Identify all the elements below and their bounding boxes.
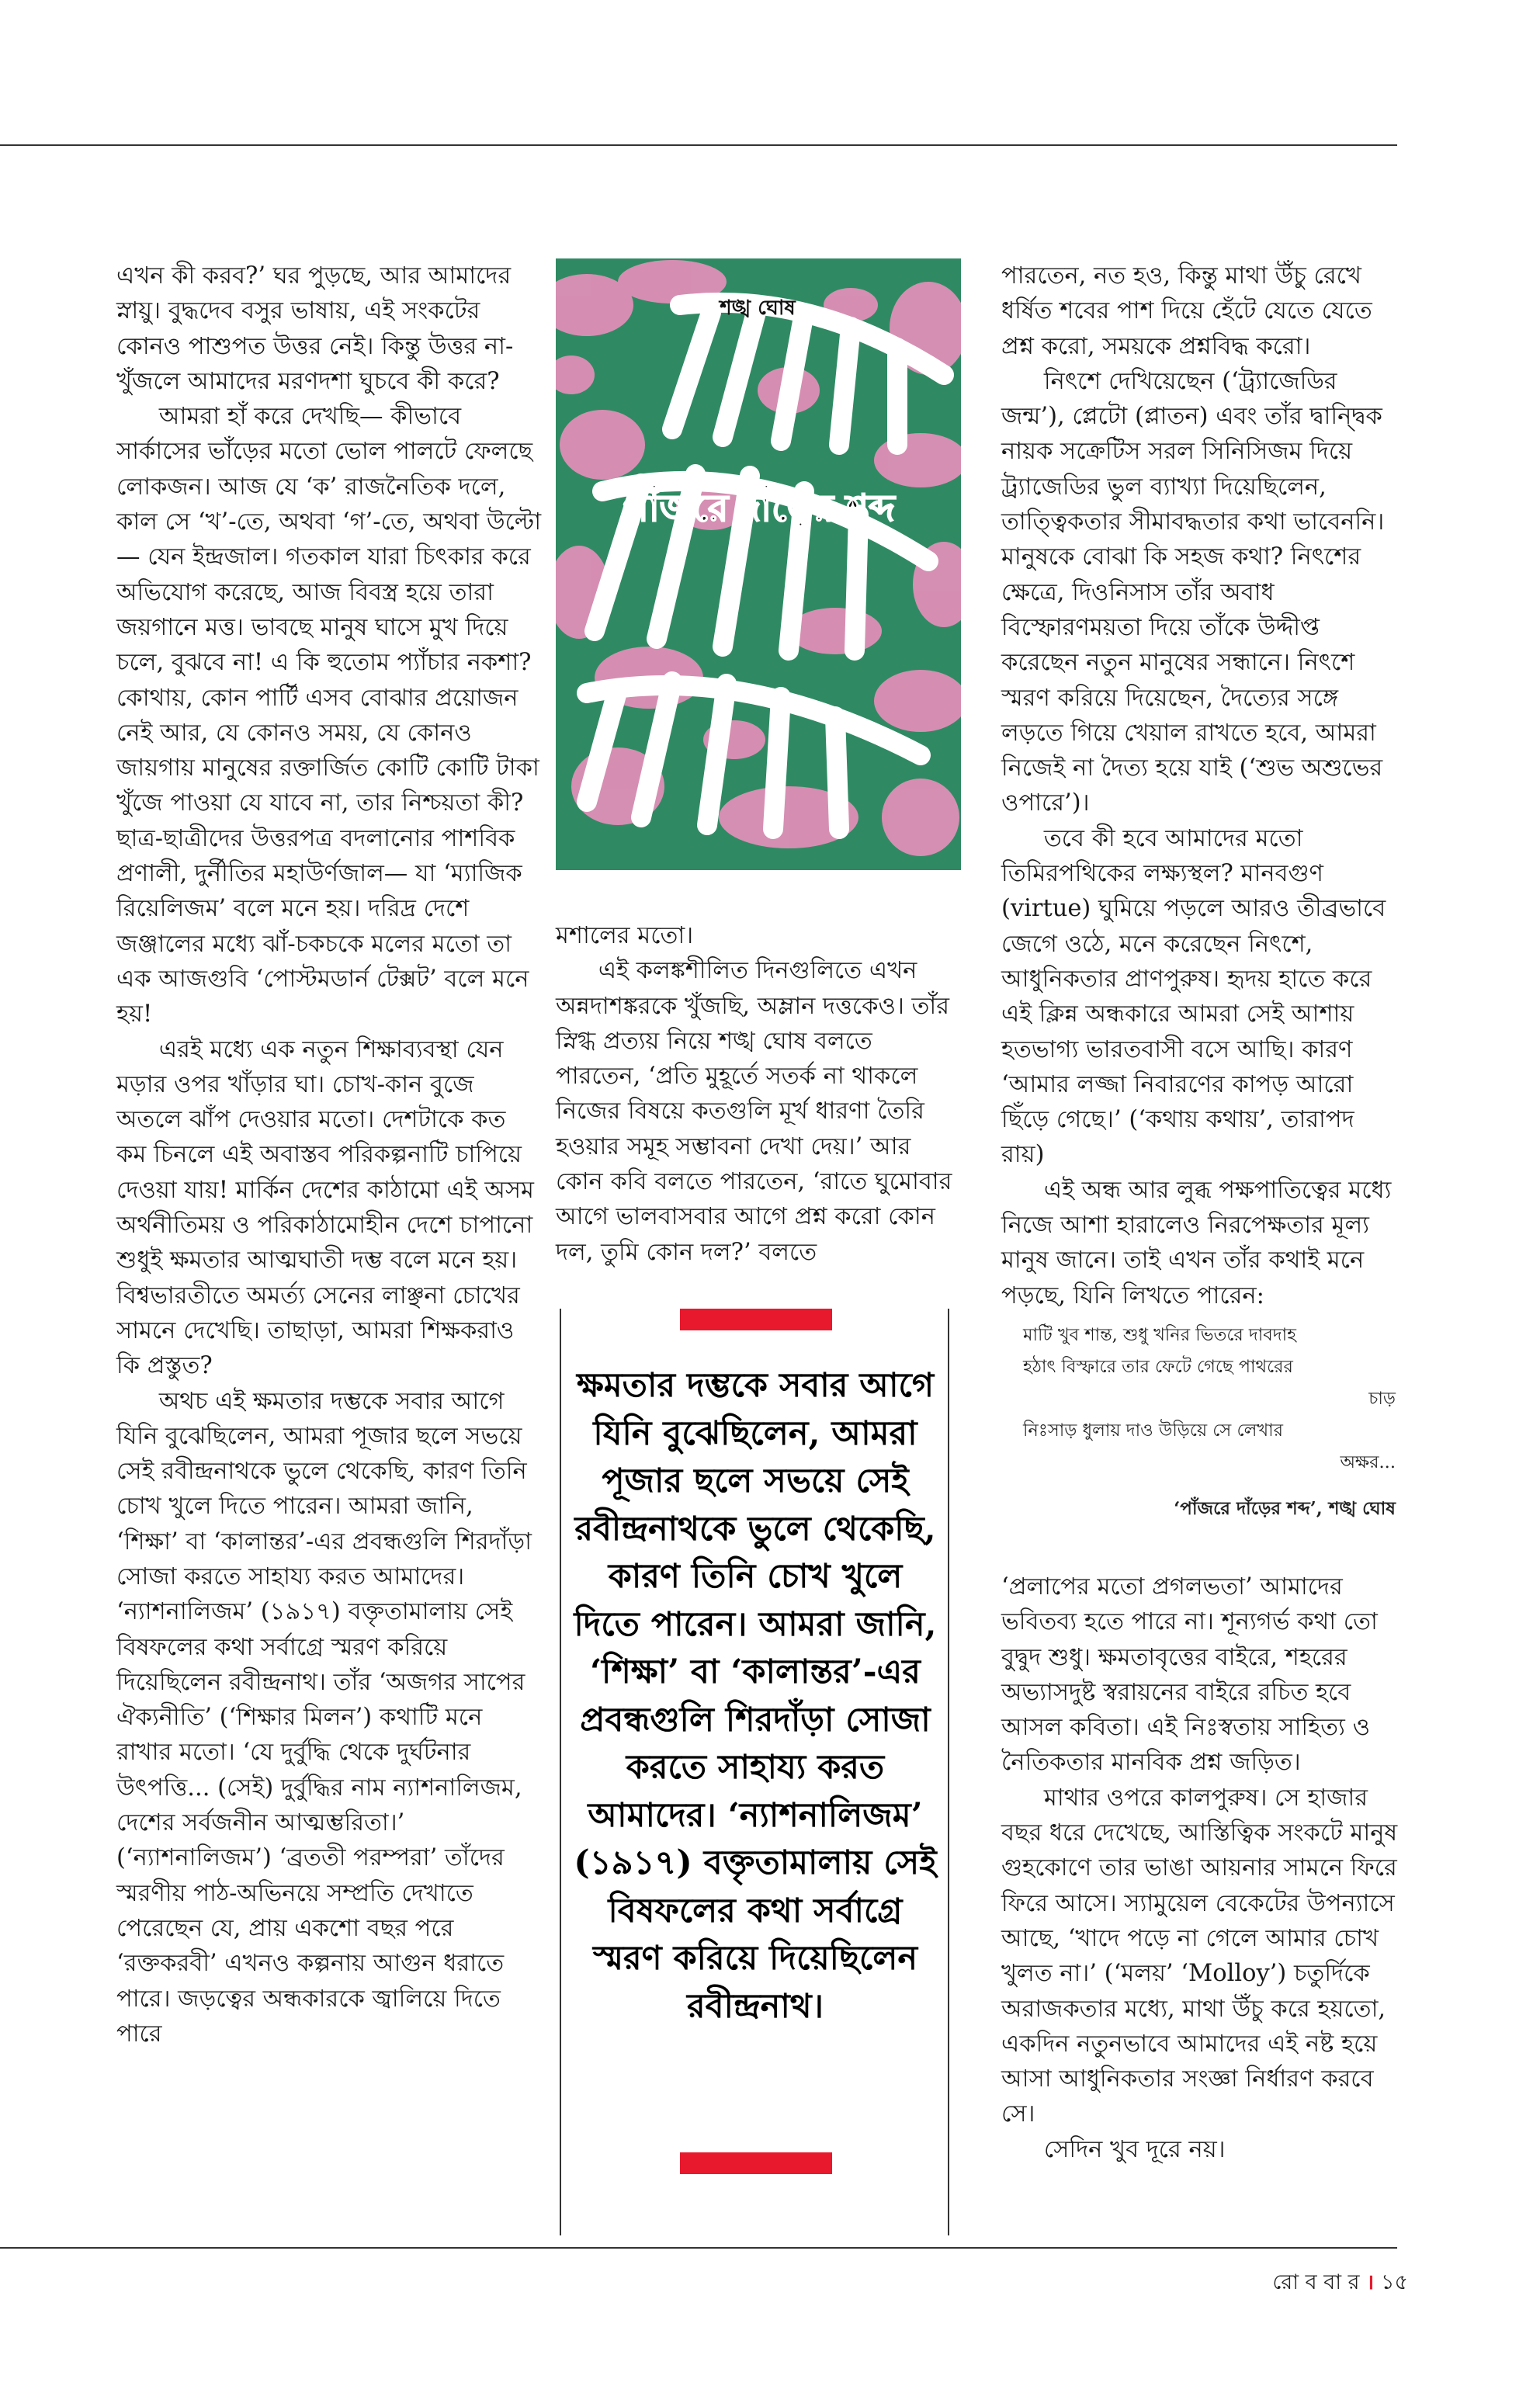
column-3-continued <box>1001 1569 1399 2167</box>
poem-citation: ‘পাঁজরে দাঁড়ের শব্দ’, শঙ্খ ঘোষ <box>1174 1498 1396 1519</box>
paragraph: এই কলঙ্কশীলিত দিনগুলিতে এখন অন্নদাশঙ্করকে খুঁজছি, অম্লান দত্তকেও। তাঁর স্নিগ্ধ প্রত্যয় নিয়ে শঙ্খ ঘোষ বলতে পারতেন, ‘প্রতি মুহূর্তে সতর্ক না থাকলে নিজের বিষয়ে কতগুলি মূর্খ ধারণা তৈরি হওয়ার সমূহ সম্ভাবনা দেখা দেয়।’ আর কোন কবি বলতে পারতেন, ‘রাতে ঘুমোবার আগে ভালবাসবার আগে প্রশ্ন করো কোন দল, তুমি কোন দল?’ বলতে <box>556 957 952 1266</box>
column-1 <box>116 258 542 2051</box>
cover-author: শঙ্খ ঘোষ <box>720 297 796 320</box>
book-cover-image <box>556 258 961 870</box>
column-3 <box>1001 258 1399 1313</box>
book-cover-art <box>556 258 961 870</box>
pull-quote: ক্ষমতার দম্ভকে সবার আগে যিনি বুঝেছিলেন, আমরা পূজার ছলে সভয়ে সেই রবীন্দ্রনাথকে ভুলে থেকেছি, কারণ তিনি চোখ খুলে দিতে পারেন। আমরা জানি, ‘শিক্ষা’ বা ‘কালান্তর’-এর প্রবন্ধগুলি শিরদাঁড়া সোজা করতে সাহায্য করত আমাদের। ‘ন্যাশনালিজম’ (১৯১৭) বক্তৃতামালায় সেই বিষফলের কথা সর্বাগ্রে স্মরণ করিয়ে দিয়েছিলেন রবীন্দ্রনাথ। <box>574 1366 937 2026</box>
footer-separator: । <box>1366 2270 1375 2294</box>
bottom-rule <box>0 2247 1397 2249</box>
pullquote-top-accent-bar <box>680 1309 832 1330</box>
paragraph: সেদিন খুব দূরে নয়। <box>1043 2135 1226 2163</box>
paragraph: এখন কী করব?’ ঘর পুড়ছে, আর আমাদের স্নায়ু। বুদ্ধদেব বসুর ভাষায়, এই সংকটের কোনও পাশুপত উত্তর নেই। কিন্তু উত্তর না-খুঁজলে আমাদের মরণদশা ঘুচবে কী করে? <box>116 262 514 395</box>
column-2 <box>556 918 961 1270</box>
paragraph: মশালের মতো। <box>556 922 694 949</box>
poem-line-2-continued: চাড় <box>1368 1389 1396 1409</box>
paragraph: অথচ এই ক্ষমতার দম্ভকে সবার আগে যিনি বুঝেছিলেন, আমরা পূজার ছলে সভয়ে সেই রবীন্দ্রনাথকে ভুলে থেকেছি, কারণ তিনি চোখ খুলে দিতে পারেন। আমরা জানি, ‘শিক্ষা’ বা ‘কালান্তর’-এর প্রবন্ধগুলি শিরদাঁড়া সোজা করতে সাহায্য করত আমাদের। ‘ন্যাশনালিজম’ (১৯১৭) বক্তৃতামালায় সেই বিষফলের কথা সর্বাগ্রে স্মরণ করিয়ে দিয়েছিলেন রবীন্দ্রনাথ। তাঁর ‘অজগর সাপের ঐক্যনীতি’ (‘শিক্ষার মিলন’) কথাটি মনে রাখার মতো। ‘যে দুর্বুদ্ধি থেকে দুর্ঘটনার উৎপত্তি... (সেই) দুর্বুদ্ধির নাম ন্যাশনালিজম, দেশের সর্বজনীন আত্মম্ভরিতা।’ (‘ন্যাশনালিজম’) ‘ব্রততী পরম্পরা’ তাঁদের স্মরণীয় পাঠ-অভিনয়ে সম্প্রতি দেখাতে পেরেছেন যে, প্রায় একশো বছর পরে ‘রক্তকরবী’ এখনও কল্পনায় আগুন ধরাতে পারে। জড়ত্বের অন্ধকারকে জ্বালিয়ে দিতে পারে <box>116 1387 532 2048</box>
pullquote-left-rule <box>560 1309 561 2235</box>
paragraph: পারতেন, নত হও, কিন্তু মাথা উঁচু রেখে ধর্ষিত শবের পাশ দিয়ে হেঁটে যেতে যেতে প্রশ্ন করো, সময়কে প্রশ্নবিদ্ধ করো। <box>1001 262 1372 360</box>
paragraph: আমরা হাঁ করে দেখছি— কীভাবে সার্কাসের ভাঁড়ের মতো ভোল পালটে ফেলছে লোকজন। আজ যে ‘ক’ রাজনৈতিক দলে, কাল সে ‘খ’-তে, অথবা ‘গ’-তে, অথবা উল্টো— যেন ইন্দ্রজাল। গতকাল যারা চিৎকার করে অভিযোগ করেছে, আজ বিবস্ত্র হয়ে তারা জয়গানে মত্ত। ভাবছে মানুষ ঘাসে মুখ দিয়ে চলে, বুঝবে না! এ কি হুতোম প্যাঁচার নকশা? কোথায়, কোন পার্টি এসব বোঝার প্রয়োজন নেই আর, যে কোনও সময়, যে কোনও জায়গায় মানুষের রক্তার্জিত কোটি কোটি টাকা খুঁজে পাওয়া যে যাবে না, তার নিশ্চয়তা কী? ছাত্র-ছাত্রীদের উত্তরপত্র বদলানোর পাশবিক প্রণালী, দুর্নীতির মহাউর্ণজাল— যা ‘ম্যাজিক রিয়েলিজম’ বলে মনে হয়। দরিদ্র দেশে জঞ্জালের মধ্যে ঝাঁ-চকচকে মলের মতো তা এক আজগুবি ‘পোস্টমডার্ন টেক্সট’ বলে মনে হয়! <box>116 403 542 1028</box>
poem-line-2: হঠাৎ বিস্ফারে তার ফেটে গেছে পাথরের <box>1023 1357 1293 1377</box>
pullquote-right-rule <box>948 1309 949 2235</box>
poem-line-3-continued: অক্ষর... <box>1340 1452 1396 1472</box>
cover-title: পাঁজরে দাঁড়ের শব্দ <box>623 487 895 530</box>
magazine-name: রো ব বা র <box>1272 2270 1360 2294</box>
paragraph: ‘প্রলাপের মতো প্রগলভতা’ আমাদের ভবিতব্য হতে পারে না। শূন্যগর্ভ কথা তো বুদ্বুদ শুধু। ক্ষমতাবৃত্তের বাইরে, শহরের অভ্যাসদুষ্ট স্বরায়নের বাইরে রচিত হবে আসল কবিতা। এই নিঃস্বতায় সাহিত্য ও নৈতিকতার মানবিক প্রশ্ন জড়িত। <box>1001 1573 1378 1777</box>
paragraph: মাথার ওপরে কালপুরুষ। সে হাজার বছর ধরে দেখেছে, আস্তিত্বিক সংকটে মানুষ গুহকোণে তার ভাঙা আয়নার সামনে ফিরে ফিরে আসে। স্যামুয়েল বেকেটের উপন্যাসে আছে, ‘খাদে পড়ে না গেলে আমার চোখ খুলত না।’ (‘মলয়’ ‘Molloy’) চতুর্দিকে অরাজকতার মধ্যে, মাথা উঁচু করে হয়তো, একদিন নতুনভাবে আমাদের এই নষ্ট হয়ে আসা আধুনিকতার সংজ্ঞা নির্ধারণ করবে সে। <box>1001 1784 1398 2128</box>
page-number: ১৫ <box>1380 2270 1408 2294</box>
pullquote-bottom-accent-bar <box>680 2152 832 2174</box>
poem-line-3: নিঃসাড় ধুলায় দাও উড়িয়ে সে লেখার <box>1023 1420 1284 1441</box>
paragraph: তবে কী হবে আমাদের মতো তিমিরপথিকের লক্ষ্যস্থল? মানবগুণ (virtue) ঘুমিয়ে পড়লে আরও তীব্রভাবে জেগে ওঠে, মনে করেছেন নিৎশে, আধুনিকতার প্রাণপুরুষ। হৃদয় হাতে করে এই ক্লিন্ন অন্ধকারে আমরা সেই আশায় হতভাগ্য ভারতবাসী বসে আছি। কারণ ‘আমার লজ্জা নিবারণের কাপড় আরো ছিঁড়ে গেছে।’ (‘কথায় কথায়’, তারাপদ রায়) <box>1001 824 1386 1169</box>
poem-line-1: মাটি খুব শান্ত, শুধু খনির ভিতরে দাবদাহ <box>1023 1325 1296 1345</box>
paragraph: নিৎশে দেখিয়েছেন (‘ট্র্যাজেডির জন্ম’), প্লেটো (প্লাতন) এবং তাঁর দ্বান্দ্বিক নায়ক সক্রেটিস সরল সিনিসিজম দিয়ে ট্র্যাজেডির ভুল ব্যাখ্যা দিয়েছিলেন, তাত্ত্বিকতার সীমাবদ্ধতার কথা ভাবেননি। মানুষকে বোঝা কি সহজ কথা? নিৎশের ক্ষেত্রে, দিওনিসাস তাঁর অবাধ বিস্ফোরণময়তা দিয়ে তাঁকে উদ্দীপ্ত করেছেন নতুন মানুষের সন্ধানে। নিৎশে স্মরণ করিয়ে দিয়েছেন, দৈত্যের সঙ্গে লড়তে গিয়ে খেয়াল রাখতে হবে, আমরা নিজেই না দৈত্য হয়ে যাই (‘শুভ অশুভের ওপারে’)। <box>1001 367 1385 817</box>
top-rule <box>0 144 1397 146</box>
paragraph: এরই মধ্যে এক নতুন শিক্ষাব্যবস্থা যেন মড়ার ওপর খাঁড়ার ঘা। চোখ-কান বুজে অতলে ঝাঁপ দেওয়ার মতো। দেশটাকে কত কম চিনলে এই অবাস্তব পরিকল্পনাটি চাপিয়ে দেওয়া যায়! মার্কিন দেশের কাঠামো এই অসম অর্থনীতিময় ও পরিকাঠামোহীন দেশে চাপানো শুধুই ক্ষমতার আত্মঘাতী দম্ভ বলে মনে হয়। বিশ্বভারতীতে অমর্ত্য সেনের লাঞ্ছনা চোখের সামনে দেখেছি। তাছাড়া, আমরা শিক্ষকরাও কি প্রস্তুত? <box>116 1035 534 1380</box>
page-footer <box>1272 2266 1408 2301</box>
poem-excerpt <box>1023 1320 1396 1542</box>
paragraph: এই অন্ধ আর লুব্ধ পক্ষপাতিত্বের মধ্যে নিজে আশা হারালেও নিরপেক্ষতার মূল্য মানুষ জানে। তাই এখন তাঁর কথাই মনে পড়ছে, যিনি লিখতে পারেন: <box>1001 1176 1392 1309</box>
